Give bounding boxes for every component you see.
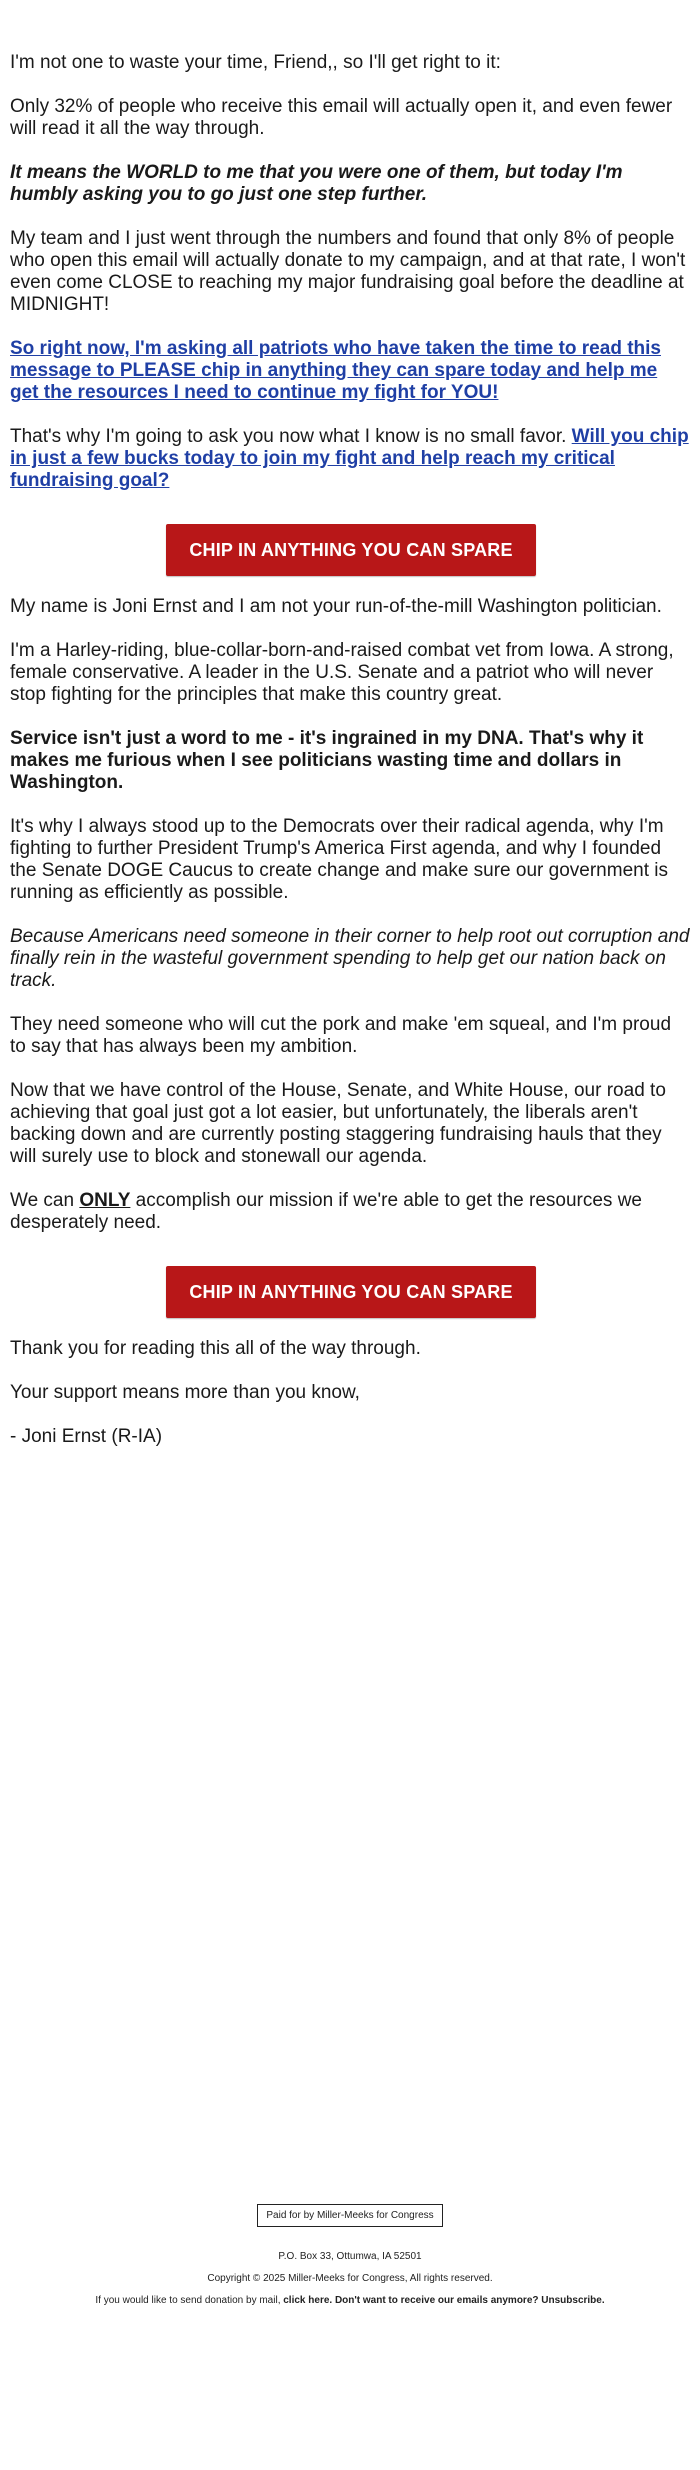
mission-paragraph bbox=[10, 1190, 690, 1234]
control-paragraph: Now that we have control of the House, Senate, and White House, our road to achieving that goal just got a lot easier, but unfortunately, the liberals aren't backing down and are currently posting staggering fundraising hauls that they will surely use to block and stonewall our agenda. bbox=[10, 1080, 666, 1167]
mailing-address: P.O. Box 33, Ottumwa, IA 52501 bbox=[278, 2251, 422, 2262]
americans-paragraph: Because Americans need someone in their corner to help root out corruption and finally rein in the wasteful government spending to help get our nation back on track. bbox=[10, 926, 690, 991]
email-footer bbox=[0, 2204, 700, 2307]
mission-text-pre: We can bbox=[10, 1190, 80, 1211]
agenda-paragraph: It's why I always stood up to the Democrats over their radical agenda, why I'm fighting to further President Trump's America First agenda, and why I founded the Senate DOGE Caucus to create change and make sure our government is running as efficiently as possible. bbox=[10, 816, 668, 903]
service-paragraph: Service isn't just a word to me - it's ingrained in my DNA. That's why it makes me furious when I see politicians wasting time and dollars in Washington. bbox=[10, 728, 644, 793]
unsubscribe-text: Don't want to receive our emails anymore? bbox=[334, 2295, 539, 2306]
bio-paragraph: I'm a Harley-riding, blue-collar-born-and-raised combat vet from Iowa. A strong, female conservative. A leader in the U.S. Senate and a patriot who will never stop fighting for the principles that make this country great. bbox=[10, 640, 674, 705]
patriots-paragraph bbox=[10, 338, 690, 404]
copyright: Copyright © 2025 Miller-Meeks for Congress, All rights reserved. bbox=[207, 2273, 493, 2284]
cta-container-1 bbox=[10, 492, 690, 596]
greeting-paragraph: I'm not one to waste your time, Friend,, so I'll get right to it: bbox=[10, 52, 501, 73]
support-paragraph: Your support means more than you know, bbox=[10, 1382, 360, 1403]
mission-text-post: accomplish our mission if we're able to get the resources we desperately need. bbox=[10, 1190, 642, 1233]
chip-in-button[interactable]: CHIP IN ANYTHING YOU CAN SPARE bbox=[166, 524, 536, 576]
chip-in-button-2[interactable]: CHIP IN ANYTHING YOU CAN SPARE bbox=[166, 1266, 536, 1318]
ask-paragraph: It means the WORLD to me that you were one of them, but today I'm humbly asking you to go just one step further. bbox=[10, 162, 623, 205]
mail-donation-link[interactable]: click here. bbox=[283, 2295, 333, 2306]
unsubscribe-link[interactable]: Unsubscribe. bbox=[541, 2295, 605, 2306]
open-rate-paragraph: Only 32% of people who receive this email will actually open it, and even fewer will read it all the way through. bbox=[10, 96, 673, 139]
favor-text: That's why I'm going to ask you now what I know is no small favor. bbox=[10, 426, 572, 447]
pork-paragraph: They need someone who will cut the pork and make 'em squeal, and I'm proud to say that has always been my ambition. bbox=[10, 1014, 672, 1057]
mail-donation-text: If you would like to send donation by mail, bbox=[95, 2295, 284, 2306]
email-body bbox=[10, 52, 690, 1448]
cta-container-2 bbox=[10, 1234, 690, 1338]
numbers-paragraph: My team and I just went through the numbers and found that only 8% of people who open this email will actually donate to my campaign, and at that rate, I won't even come CLOSE to reaching my major fundraising goal before the deadline at MIDNIGHT! bbox=[10, 228, 686, 315]
chip-in-link[interactable]: Will you chip in just a few bucks today to join my fight and help reach my critical fundraising goal? bbox=[10, 426, 689, 491]
paid-for-box: Paid for by Miller-Meeks for Congress bbox=[257, 2204, 442, 2227]
signature: - Joni Ernst (R-IA) bbox=[10, 1426, 163, 1447]
favor-paragraph bbox=[10, 426, 690, 492]
patriots-donate-link[interactable]: So right now, I'm asking all patriots who have taken the time to read this message to PLEASE chip in anything they can spare today and help me get the resources I need to continue my fight for YOU! bbox=[10, 338, 661, 403]
intro-paragraph: My name is Joni Ernst and I am not your run-of-the-mill Washington politician. bbox=[10, 596, 662, 617]
mail-donation-line bbox=[0, 2295, 700, 2307]
thanks-paragraph: Thank you for reading this all of the way through. bbox=[10, 1338, 421, 1359]
mission-emphasis: ONLY bbox=[79, 1190, 131, 1211]
